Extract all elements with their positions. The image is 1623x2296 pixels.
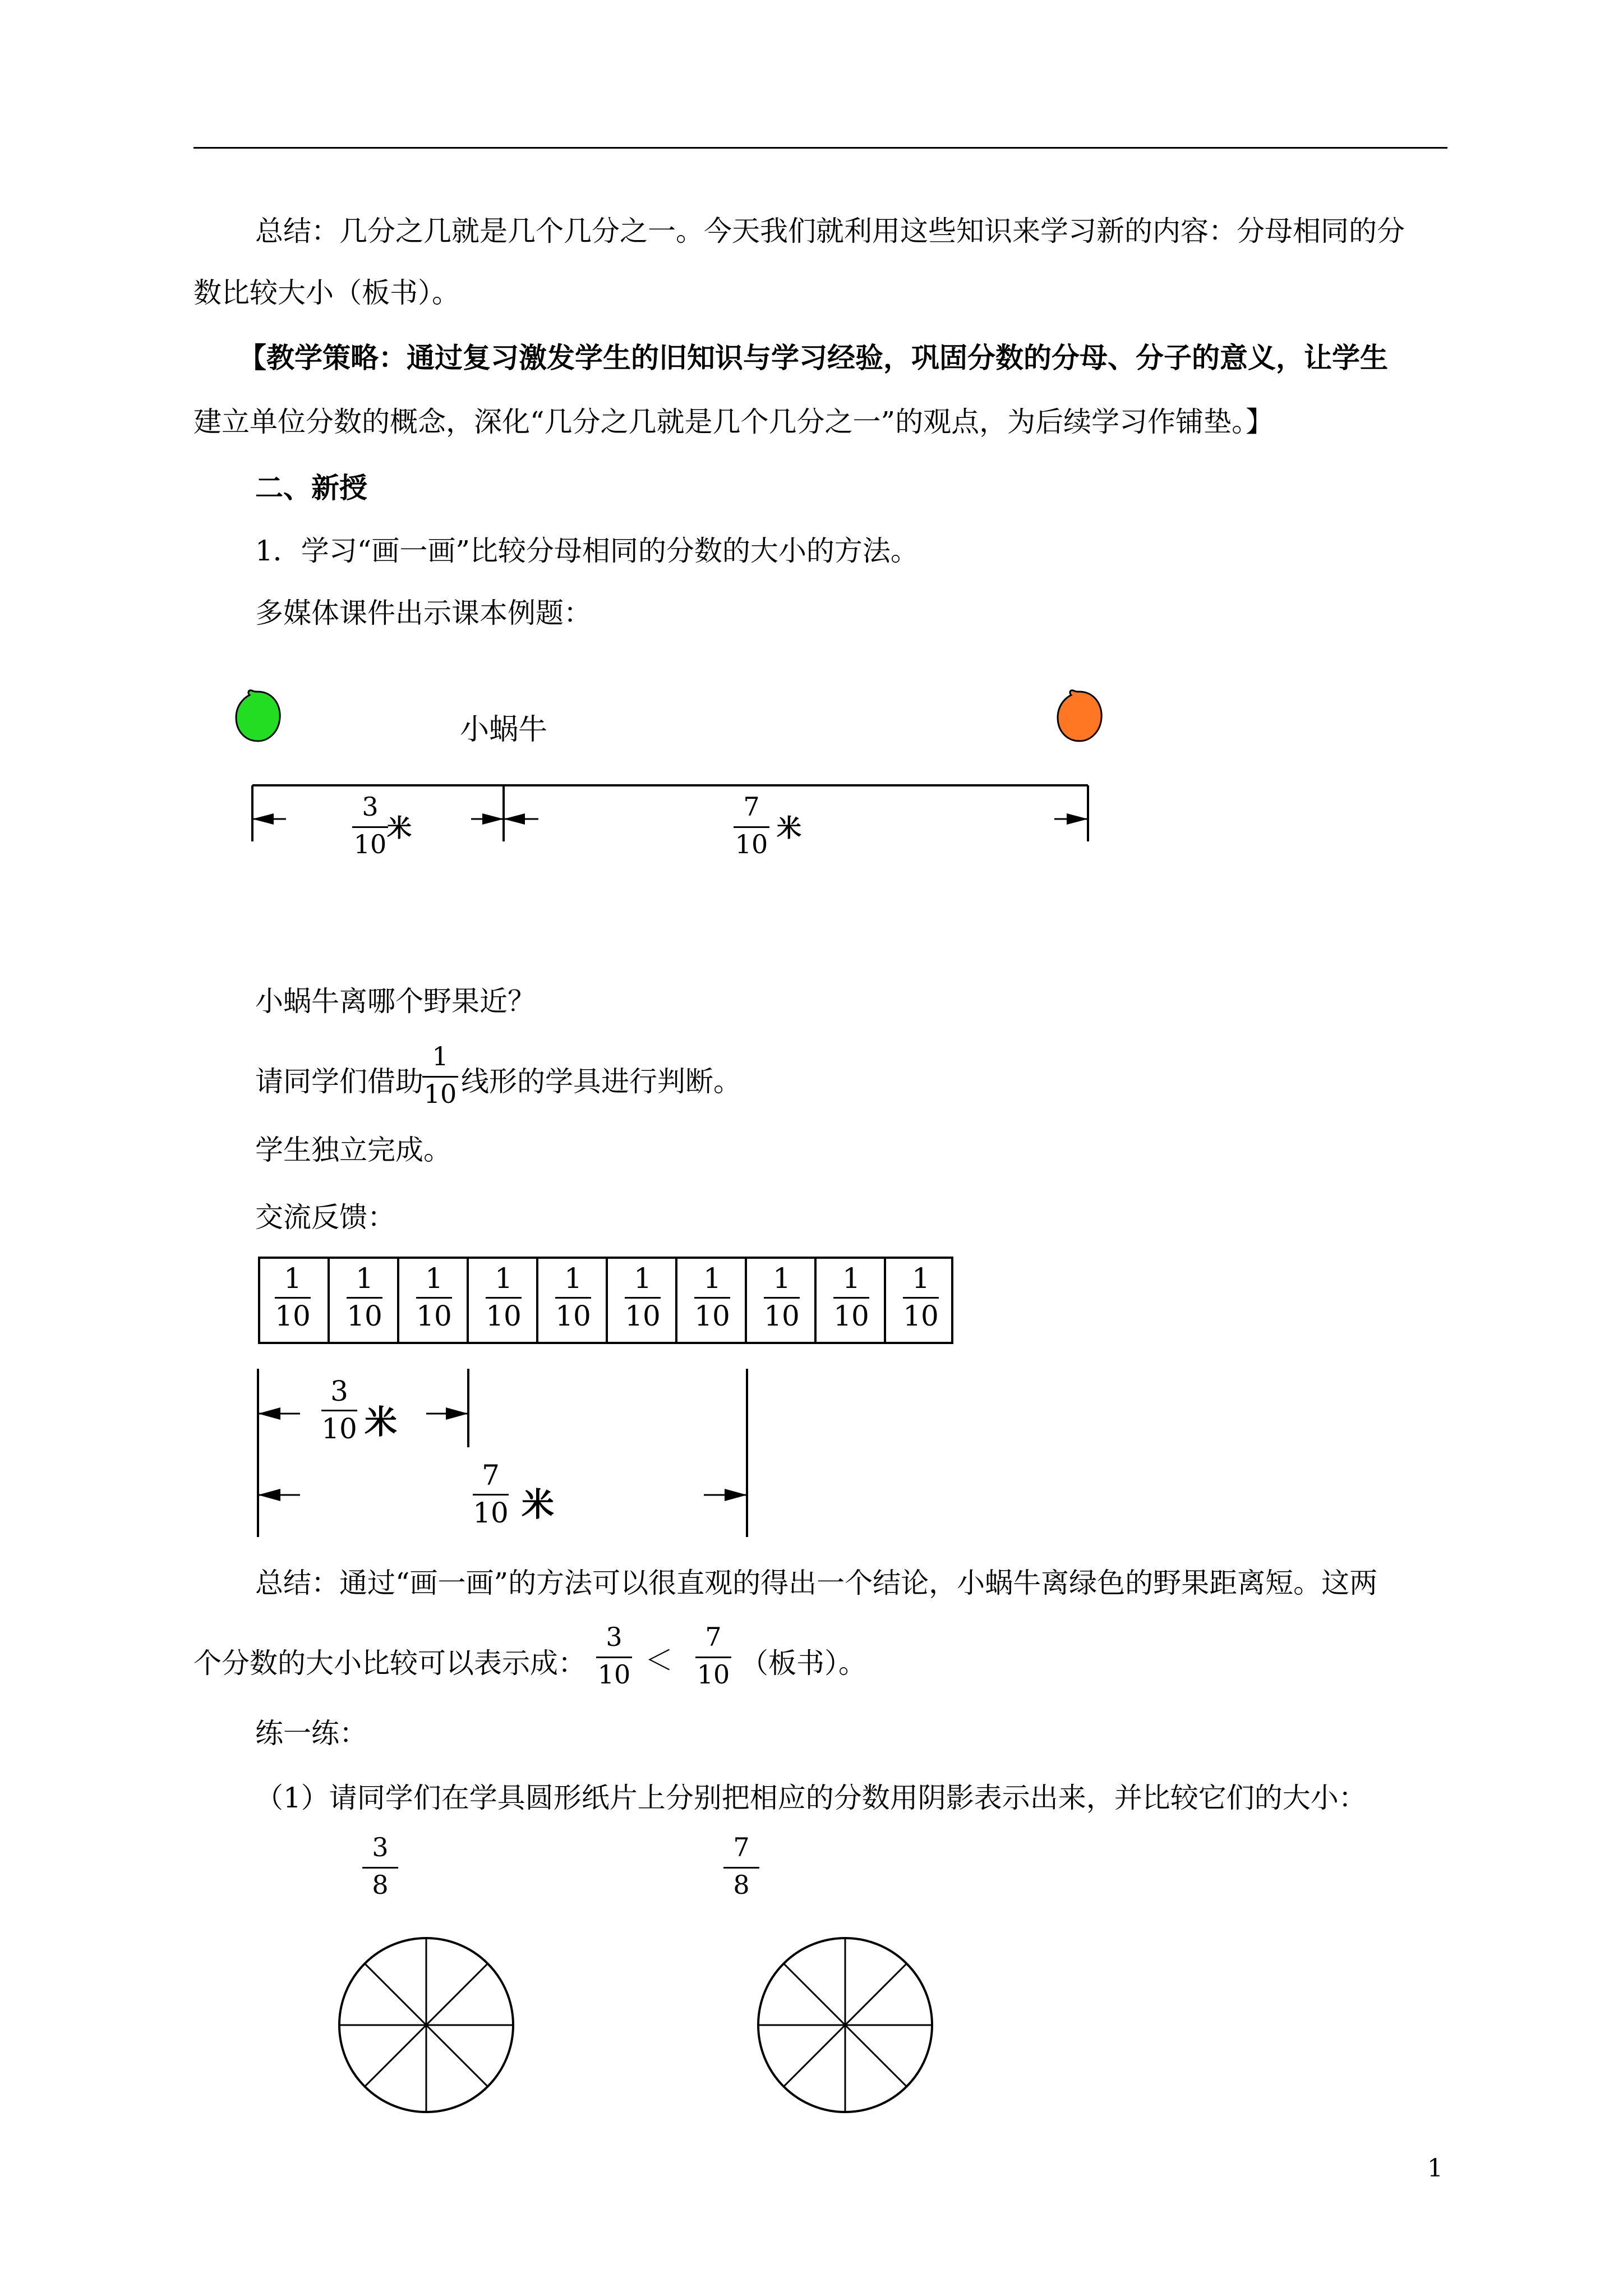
- circle-1-fraction: 3 8: [358, 1834, 403, 1901]
- prompt-prefix: 请同学们借助: [255, 1065, 423, 1098]
- fruit-icon-green: [233, 687, 283, 743]
- prompt-fraction: 1 10: [418, 1043, 463, 1110]
- strip-cell-fraction: 1 10: [694, 1262, 730, 1332]
- fruit-icon-orange: [1054, 687, 1105, 743]
- strip-cell: [258, 1257, 328, 1344]
- strip-cell: [397, 1257, 467, 1344]
- summary-line-1: 总结：几分之几就是几个几分之一。今天我们就利用这些知识来学习新的内容：分母相同的分: [255, 215, 1405, 247]
- strip-cell-fraction: 1 10: [555, 1262, 591, 1332]
- strip-cell: [675, 1257, 745, 1344]
- multimedia-text: 多媒体课件出示课本例题：: [255, 597, 592, 629]
- strip-cell-fraction: 1 10: [764, 1262, 800, 1332]
- strip-cell-fraction: 1 10: [903, 1262, 939, 1332]
- strip-cell: [536, 1257, 606, 1344]
- segment-1-fraction: 3 10: [348, 794, 393, 861]
- summary2-line-1: 总结：通过“画一画”的方法可以很直观的得出一个结论，小蜗牛离绿色的野果距离短。这两: [255, 1567, 1378, 1599]
- strip-cell: [814, 1257, 884, 1344]
- strip-cell: [606, 1257, 675, 1344]
- summary2-suffix: （板书）。: [740, 1647, 866, 1680]
- independent-text: 学生独立完成。: [255, 1134, 451, 1166]
- snail-label: 小蜗牛: [460, 713, 548, 747]
- strip-cell-fraction: 1 10: [416, 1262, 452, 1332]
- strip-measure-2-unit: 米: [522, 1485, 555, 1524]
- segment-1-unit: 米: [387, 814, 412, 843]
- strip-measure-2-fraction: 7 10: [473, 1459, 509, 1529]
- section-heading: 二、新授: [255, 471, 367, 504]
- strip-cell-fraction: 1 10: [347, 1262, 382, 1332]
- strip-cell-fraction: 1 10: [625, 1262, 661, 1332]
- strip-cell-fraction: 1 10: [275, 1262, 311, 1332]
- circle-1-eighths[interactable]: [334, 1932, 519, 2118]
- segment-2-unit: 米: [777, 814, 801, 843]
- question-text: 小蜗牛离哪个野果近？: [255, 985, 536, 1018]
- feedback-text: 交流反馈：: [255, 1201, 395, 1234]
- practice-text: 练一练：: [255, 1717, 367, 1750]
- segment-2-fraction: 7 10: [729, 794, 774, 861]
- summary-line-2: 数比较大小（板书）。: [193, 277, 460, 309]
- comparison-right-fraction: 7 10: [691, 1624, 736, 1691]
- strip-cell: [467, 1257, 536, 1344]
- header-rule: [193, 147, 1447, 149]
- strategy-line-2: 建立单位分数的概念，深化“几分之几就是几个几分之一”的观点，为后续学习作铺垫。】: [193, 406, 1274, 438]
- strip-cell-fraction: 1 10: [486, 1262, 522, 1332]
- strategy-line-1: 【教学策略：通过复习激发学生的旧知识与学习经验，巩固分数的分母、分子的意义，让学生: [238, 341, 1388, 374]
- step-1-text: 1．学习“画一画”比较分母相同的分数的大小的方法。: [255, 535, 919, 567]
- summary2-line-2-prefix: 个分数的大小比较可以表示成：: [193, 1647, 586, 1680]
- strip-cell: [884, 1257, 953, 1344]
- strip-cell: [745, 1257, 814, 1344]
- page-number: 1: [1427, 2154, 1443, 2183]
- strip-measure-1-unit: 米: [365, 1403, 398, 1441]
- circle-2-fraction: 7 8: [719, 1834, 764, 1901]
- strip-measure-1-fraction: 3 10: [321, 1375, 357, 1445]
- prompt-suffix: 线形的学具进行判断。: [461, 1065, 741, 1098]
- comparison-left-fraction: 3 10: [592, 1624, 637, 1691]
- strip-cell: [328, 1257, 397, 1344]
- practice-1-text: （1）请同学们在学具圆形纸片上分别把相应的分数用阴影表示出来，并比较它们的大小：: [255, 1782, 1367, 1814]
- strip-cell-fraction: 1 10: [833, 1262, 869, 1332]
- circle-2-eighths[interactable]: [753, 1932, 938, 2118]
- comparison-less-than: ＜: [645, 1644, 673, 1677]
